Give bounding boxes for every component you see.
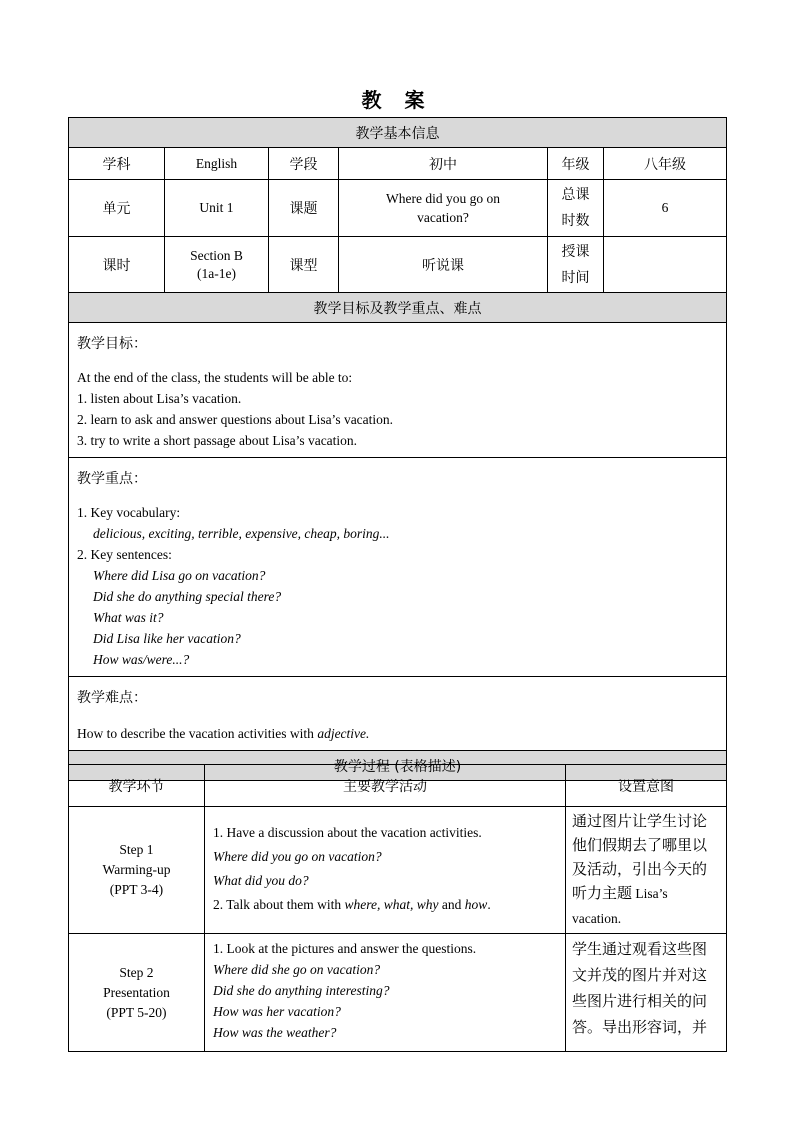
topic-value: Where did you go on vacation? <box>339 180 548 237</box>
grade-value: 八年级 <box>604 148 727 180</box>
step1-activities <box>205 807 566 934</box>
unit-label: 单元 <box>69 180 165 237</box>
period-value-line2: (1a-1e) <box>197 265 236 281</box>
document-title: 教 案 <box>361 88 433 112</box>
key-sentences-label: 2. Key sentences: <box>77 547 172 562</box>
goals-header: 教学目标及教学重点、难点 <box>69 293 727 323</box>
step2-name: Step 2 <box>119 964 154 980</box>
col-stage: 教学环节 <box>69 765 205 807</box>
step2-activities <box>205 934 566 1052</box>
process-header: 教学过程 (表格描述) <box>69 751 727 781</box>
step1-name: Step 1 <box>119 842 154 857</box>
step1-activity-line: Where did you go on vacation? <box>213 849 382 864</box>
step1-activity-line: What did you do? <box>213 873 309 888</box>
period-value-line1: Section B <box>190 247 243 263</box>
step2-activity-line: Where did she go on vacation? <box>213 962 381 977</box>
step2-activity-line: How was the weather? <box>213 1025 337 1040</box>
step1-activity-line: 1. Have a discussion about the vacation activities. <box>213 825 482 840</box>
step2-activity-line: How was her vacation? <box>213 1004 341 1019</box>
subject-label: 学科 <box>69 148 165 180</box>
key-sentence: How was/were...? <box>93 652 190 667</box>
step1-sub: Warming-up <box>102 862 171 877</box>
stage-label: 学段 <box>269 148 339 180</box>
objective-line: 1. listen about Lisa’s vacation. <box>77 391 242 406</box>
step1-activity-line <box>213 893 557 917</box>
objectives-section <box>69 323 727 458</box>
key-points-label: 教学重点： <box>77 471 147 487</box>
step2-activity-line: Did she do anything interesting? <box>213 983 390 998</box>
step2-sub: Presentation <box>103 984 170 1000</box>
step2-intent: 学生通过观看这些图文并茂的图片并对这些图片进行相关的问答。导出形容词，并 <box>566 934 727 1052</box>
difficult-text: How to describe the vacation activities with <box>77 726 318 741</box>
difficult-points-label: 教学难点： <box>77 690 147 706</box>
step2-activity-line: 1. Look at the pictures and answer the questions. <box>213 941 477 956</box>
process-table <box>68 764 727 1052</box>
stage-value: 初中 <box>339 148 548 180</box>
subject-value: English <box>165 148 269 180</box>
grade-label: 年级 <box>548 148 604 180</box>
basic-info-header: 教学基本信息 <box>69 118 727 148</box>
step1-intent-en2: vacation. <box>572 911 622 926</box>
key-sentence: What was it? <box>93 610 164 625</box>
step1-stage <box>69 807 205 934</box>
difficult-text-italic: adjective. <box>317 726 370 741</box>
step1-a4-it2: how <box>464 897 488 912</box>
teaching-time-value <box>604 237 727 293</box>
step1-a4-mid: and <box>438 897 465 912</box>
key-vocab: delicious, exciting, terrible, expensive, cheap, boring... <box>93 526 390 541</box>
teaching-time-label-line2: 时间 <box>561 269 590 286</box>
step1-a4-end: . <box>487 897 491 912</box>
col-intent: 设置意图 <box>566 765 727 807</box>
objective-line: 3. try to write a short passage about Lisa’s vacation. <box>77 433 358 448</box>
step1-ppt: (PPT 3-4) <box>109 882 164 897</box>
key-sentence: Did Lisa like her vacation? <box>93 631 241 646</box>
total-hours-value: 6 <box>604 180 727 237</box>
step2-ppt: (PPT 5-20) <box>106 1004 167 1020</box>
key-sentence: Where did Lisa go on vacation? <box>93 568 266 583</box>
step1-a4-pre: 2. Talk about them with <box>213 897 345 912</box>
step2-stage <box>69 934 205 1052</box>
key-points-section <box>69 458 727 677</box>
col-activities: 主要教学活动 <box>205 765 566 807</box>
step1-a4-it: where, what, why <box>344 897 439 912</box>
teaching-time-label-line1: 授课 <box>561 243 590 260</box>
step1-intent <box>566 807 727 934</box>
difficult-points-text <box>77 723 718 744</box>
total-hours-label-line1: 总课 <box>561 187 590 203</box>
lesson-type-label: 课型 <box>269 237 339 293</box>
unit-value: Unit 1 <box>165 180 269 237</box>
objective-line: 2. learn to ask and answer questions about Lisa’s vacation. <box>77 412 394 427</box>
key-sentence: Did she do anything special there? <box>93 589 282 604</box>
objectives-label: 教学目标： <box>77 336 147 352</box>
topic-label: 课题 <box>269 180 339 237</box>
lesson-type-value: 听说课 <box>339 237 548 293</box>
total-hours-label <box>548 180 604 237</box>
basic-info-table <box>68 117 727 781</box>
step1-intent-en1: Lisa’s <box>632 886 668 901</box>
period-label: 课时 <box>69 237 165 293</box>
step1-intent-cn: 通过图片让学生讨论他们假期去了哪里以及活动，引出今天的听力主题 <box>572 812 708 902</box>
key-vocab-label: 1. Key vocabulary: <box>77 505 181 520</box>
teaching-time-label <box>548 237 604 293</box>
period-value <box>165 237 269 293</box>
total-hours-label-line2: 时数 <box>561 213 590 229</box>
objective-line: At the end of the class, the students will be able to: <box>77 370 353 385</box>
difficult-points-section <box>69 677 727 751</box>
